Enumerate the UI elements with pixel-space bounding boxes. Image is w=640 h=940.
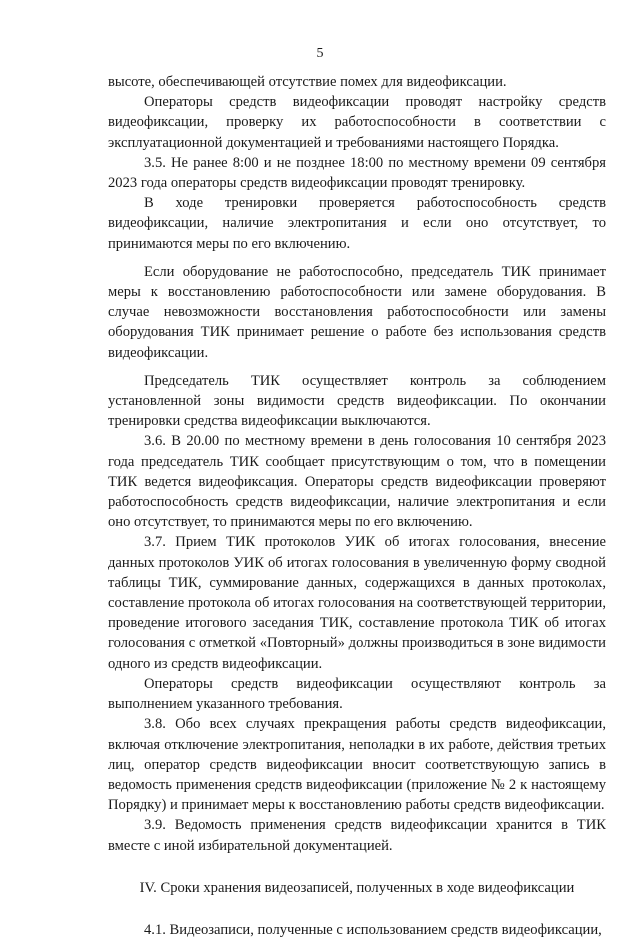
paragraph-equipment-failure: Если оборудование не работоспособно, председатель ТИК принимает меры к восстановлению работоспособности или замене оборудования. В случае невозможности восстановления работоспособности или замены оборудования ТИК принимает решение о работе без использования средств видеофиксации. [108, 263, 606, 361]
paragraph-3-6: 3.6. В 20.00 по местному времени в день голосования 10 сентября 2023 года председатель ТИК сообщает присутствующим о том, что в помещении ТИК ведется видеофиксация. Операторы средств видеофиксации проверяют работоспособность средств видеофиксации, наличие электропитания и если оно отсутствует, то принимаются меры по его включению. [108, 433, 606, 531]
paragraph-4-1: 4.1. Видеозаписи, полученные с использованием средств видеофиксации, [144, 921, 602, 938]
paragraph-chairman-control: Председатель ТИК осуществляет контроль за соблюдением установленной зоны видимости средств видеофиксации. По окончании тренировки средства видеофиксации выключаются. [108, 372, 606, 430]
paragraph-training-check: В ходе тренировки проверяется работоспособность средств видеофиксации, наличие электропитания и если оно отсутствует, то принимаются меры по его включению. [108, 195, 606, 252]
paragraph-operators-control: Операторы средств видеофиксации осуществляют контроль за выполнением указанного требования. [108, 675, 606, 713]
paragraph-3-8: 3.8. Обо всех случаях прекращения работы средств видеофиксации, включая отключение электропитания, неполадки в их работе, действия третьих лиц, оператор средств видеофиксации вносит соответствующую запись в ведомость применения средств видеофиксации (приложение № 2 к настоящему Порядку) и принимает меры к восстановлению работы средств видеофиксации. [108, 716, 606, 814]
section-heading-iv: IV. Сроки хранения видеозаписей, полученных в ходе видеофиксации [139, 879, 575, 896]
paragraph-3-9: 3.9. Ведомость применения средств видеофиксации хранится в ТИК вместе с иной избирательной документацией. [108, 817, 606, 854]
paragraph-3-7: 3.7. Прием ТИК протоколов УИК об итогах голосования, внесение данных протоколов УИК об итогах голосования в увеличенную форму сводной таблицы ТИК, суммирование данных, содержащихся в данных протоколах, составление протокола об итогах голосования на соответствующей территории, проведение итогового заседания ТИК, составление протокола ТИК об итогах голосования с отметкой «Повторный» должны производиться в зоне видимости одного из средств видеофиксации. [108, 534, 606, 672]
paragraph-continuation: высоте, обеспечивающей отсутствие помех для видеофиксации. [108, 74, 507, 90]
paragraph-3-5: 3.5. Не ранее 8:00 и не позднее 18:00 по местному времени 09 сентября 2023 года операторы средств видеофиксации проводят тренировку. [108, 154, 606, 192]
page-number: 5 [316, 46, 324, 61]
paragraph-operators-setup: Операторы средств видеофиксации проводят настройку средств видеофиксации, проверку их работоспособности в соответствии с эксплуатационной документацией и требованиями настоящего Порядка. [108, 94, 606, 151]
document-body [108, 72, 606, 940]
